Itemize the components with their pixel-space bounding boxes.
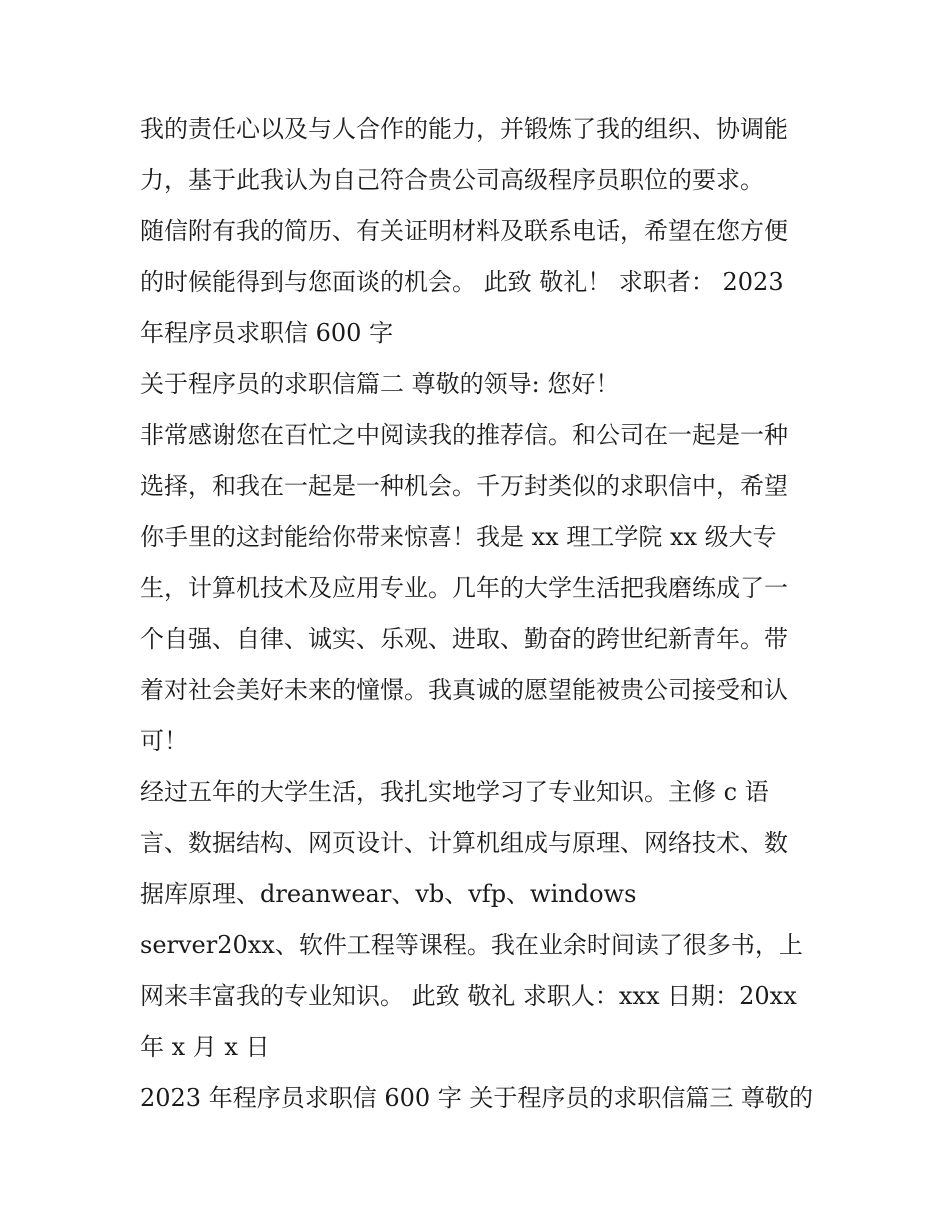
text-line: 随信附有我的简历、有关证明材料及联系电话，希望在您方便	[140, 217, 788, 245]
text-line: 着对社会美好未来的憧憬。我真诚的愿望能被贵公司接受和认	[140, 676, 788, 704]
text-line: server20xx、软件工程等课程。我在业余时间读了很多书，上	[140, 931, 803, 959]
text-line: 年 x 月 x 日	[140, 1033, 270, 1061]
document-body	[140, 104, 820, 1124]
text-line: 2023 年程序员求职信 600 字 关于程序员的求职信篇三 尊敬的	[140, 1084, 814, 1112]
text-line: 生，计算机技术及应用专业。几年的大学生活把我磨练成了一	[140, 574, 788, 602]
text-line: 的时候能得到与您面谈的机会。 此致 敬礼！ 求职者： 2023	[140, 268, 784, 296]
text-line: 经过五年的大学生活，我扎实地学习了专业知识。主修 c 语	[140, 778, 769, 806]
text-line: 年程序员求职信 600 字	[140, 319, 394, 347]
text-line: 言、数据结构、网页设计、计算机组成与原理、网络技术、数	[140, 829, 788, 857]
text-line: 非常感谢您在百忙之中阅读我的推荐信。和公司在一起是一种	[140, 421, 788, 449]
text-line: 关于程序员的求职信篇二 尊敬的领导: 您好！	[140, 370, 620, 398]
text-line: 我的责任心以及与人合作的能力，并锻炼了我的组织、协调能	[140, 115, 788, 143]
text-line: 个自强、自律、诚实、乐观、进取、勤奋的跨世纪新青年。带	[140, 625, 788, 653]
text-line: 力，基于此我认为自己符合贵公司高级程序员职位的要求。	[140, 166, 764, 194]
text-line: 网来丰富我的专业知识。 此致 敬礼 求职人：xxx 日期：20xx	[140, 982, 797, 1010]
text-line: 据库原理、dreanwear、vb、vfp、windows	[140, 880, 637, 908]
text-line: 你手里的这封能给你带来惊喜！我是 xx 理工学院 xx 级大专	[140, 523, 777, 551]
text-line: 可！	[140, 727, 188, 755]
text-line: 选择，和我在一起是一种机会。千万封类似的求职信中，希望	[140, 472, 788, 500]
